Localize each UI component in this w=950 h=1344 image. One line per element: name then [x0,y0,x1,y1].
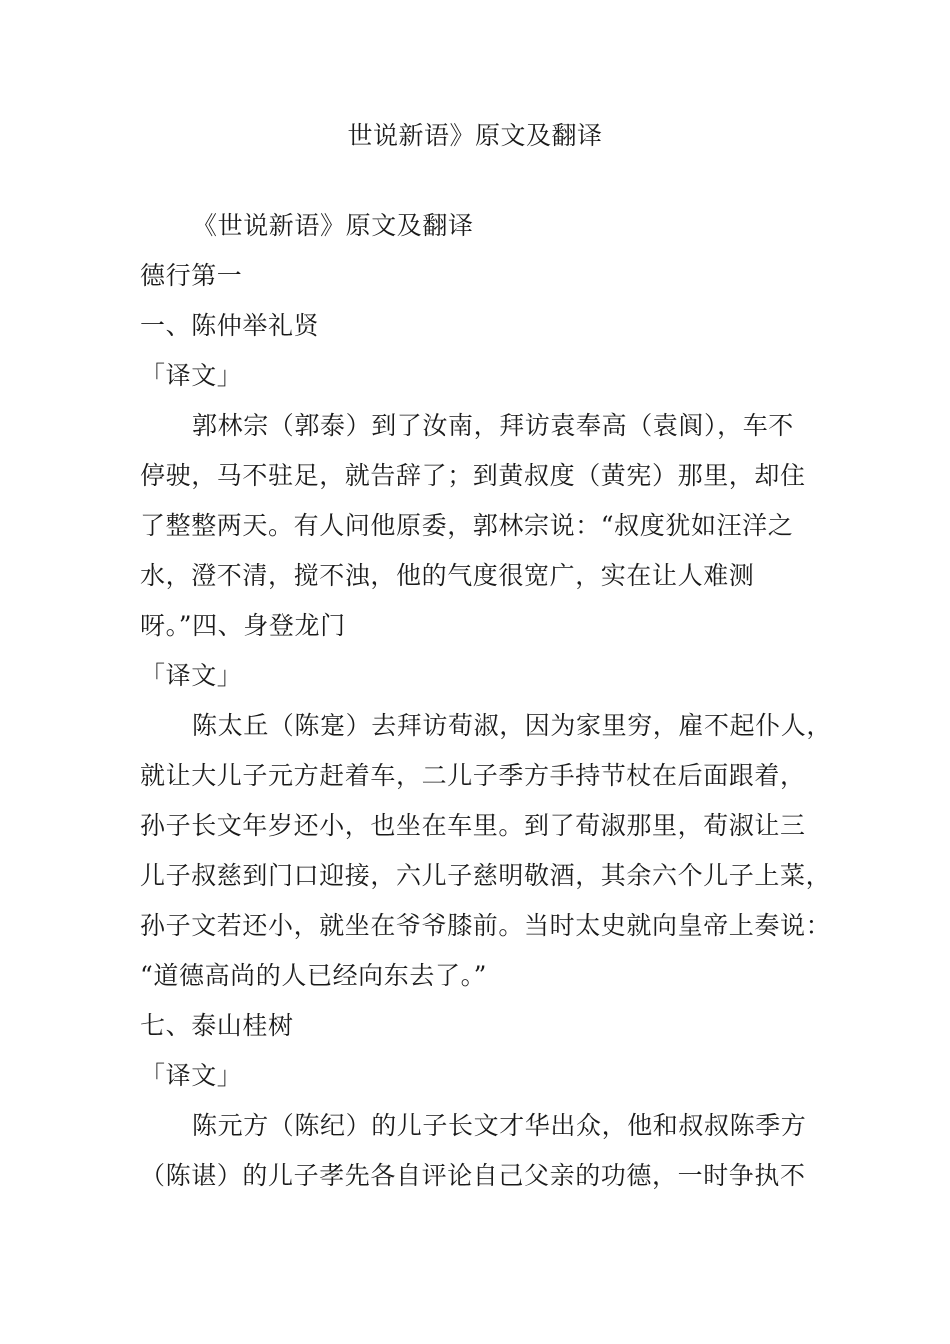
translation-label: 「译文」 [140,661,243,690]
paragraph-line: 了整整两天。有人问他原委，郭林宗说：“叔度犹如汪洋之 [140,511,794,540]
paragraph-line: 陈太丘（陈寔）去拜访荀淑，因为家里穷，雇不起仆人， [192,711,833,740]
paragraph-line: （陈谌）的儿子孝先各自评论自己父亲的功德，一时争执不 [140,1161,806,1190]
paragraph-line: 停驶，马不驻足，就告辞了；到黄叔度（黄宪）那里，却住 [140,461,806,490]
paragraph-line: 呀。”四、身登龙门 [140,611,346,640]
paragraph-line: 水，澄不清，搅不浊，他的气度很宽广，实在让人难测 [140,561,755,590]
paragraph-line: 儿子叔慈到门口迎接，六儿子慈明敬酒，其余六个儿子上菜， [140,861,832,890]
paragraph-line: “道德高尚的人已经向东去了。” [140,961,488,990]
translation-label: 「译文」 [140,1061,243,1090]
paragraph-line: 孙子长文年岁还小，也坐在车里。到了荀淑那里，荀淑让三 [140,811,806,840]
chapter-heading: 德行第一 [140,261,243,290]
document-title: 世说新语》原文及翻译 [347,121,603,150]
section-heading: 七、泰山桂树 [140,1011,294,1040]
subtitle: 《世说新语》原文及翻译 [192,211,474,240]
paragraph-line: 陈元方（陈纪）的儿子长文才华出众，他和叔叔陈季方 [192,1111,807,1140]
paragraph-line: 孙子文若还小，就坐在爷爷膝前。当时太史就向皇帝上奏说： [140,911,832,940]
section-heading: 一、陈仲举礼贤 [140,311,320,340]
translation-label: 「译文」 [140,361,243,390]
paragraph-line: 郭林宗（郭泰）到了汝南，拜访袁奉高（袁阆），车不 [192,411,794,440]
paragraph-line: 就让大儿子元方赶着车，二儿子季方手持节杖在后面跟着， [140,761,806,790]
